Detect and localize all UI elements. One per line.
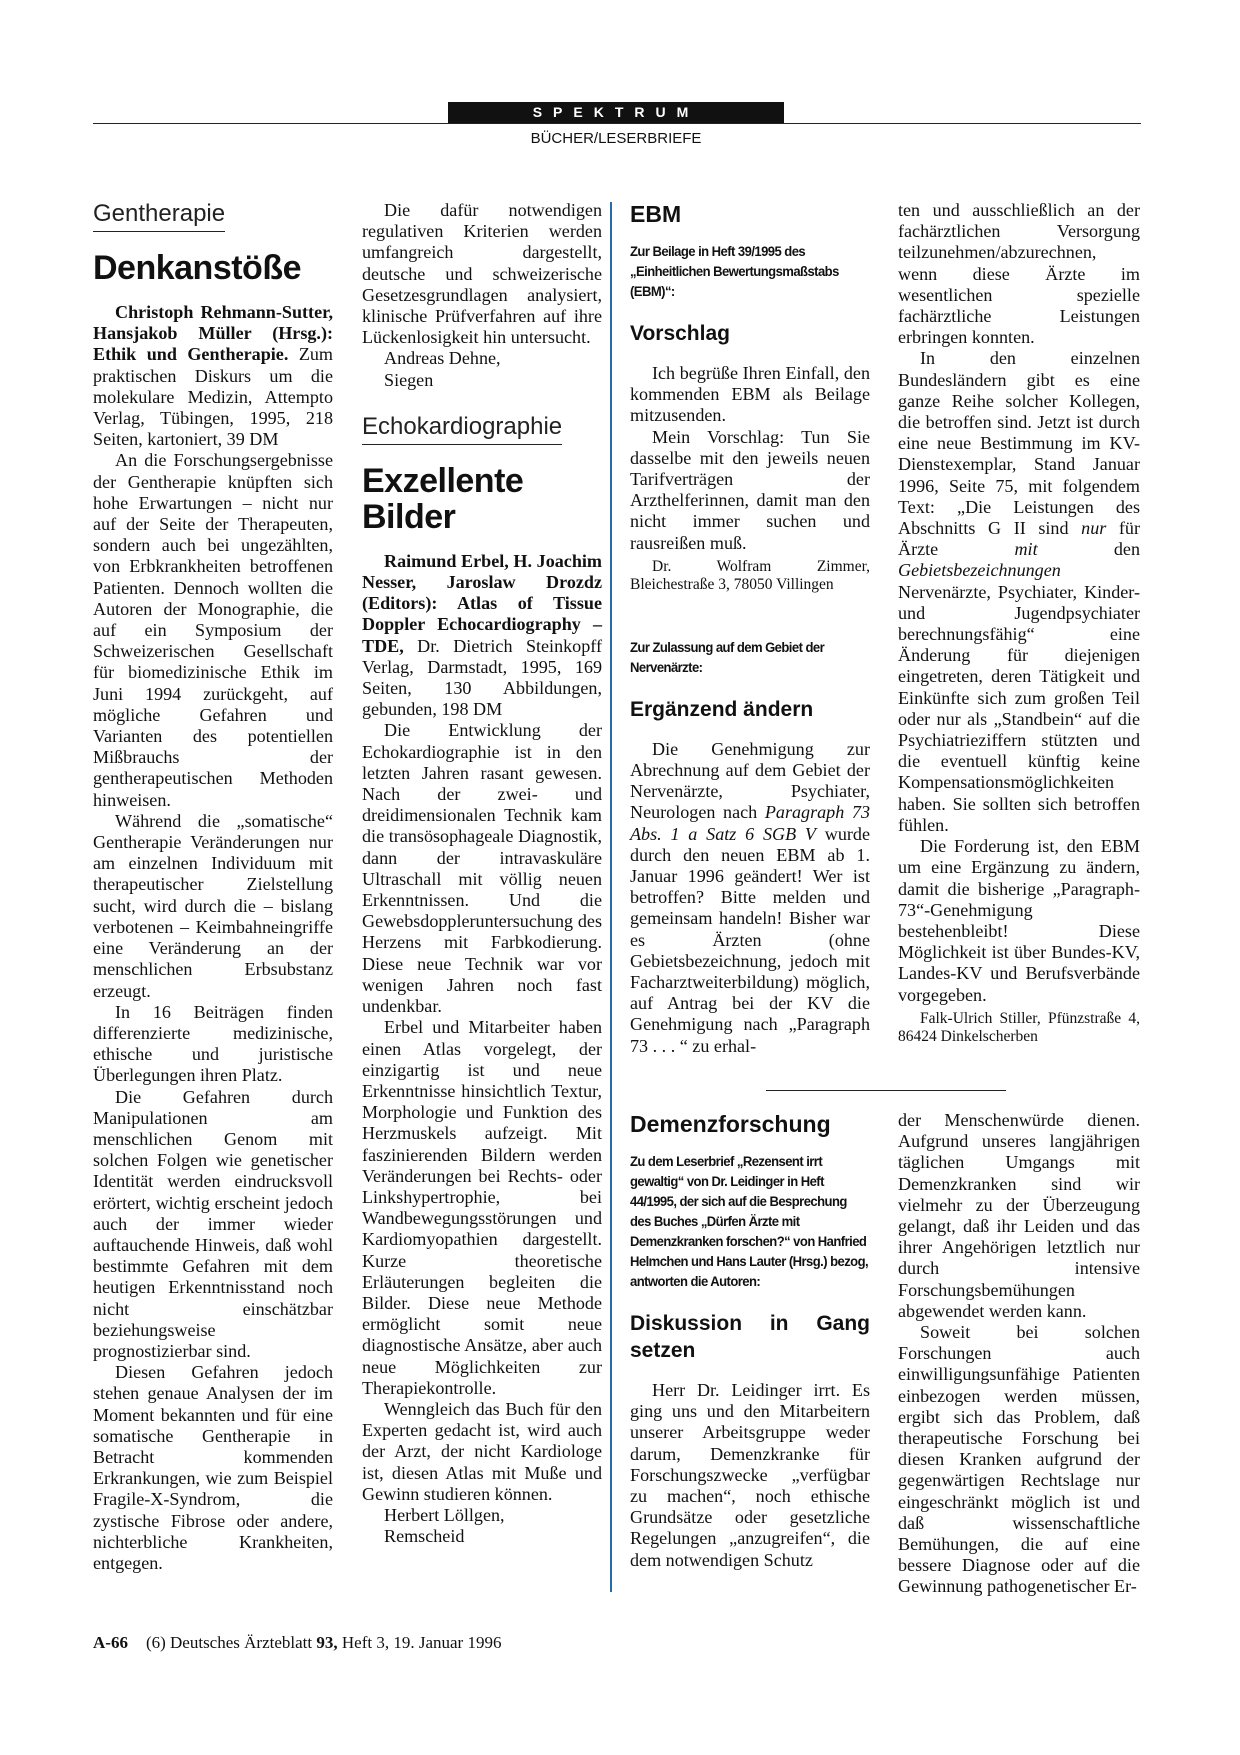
paragraph: der Menschenwürde dienen. Aufgrund unseres langjährigen täglichen Umgangs mit Demenzkranken sind wir vielmehr zu der Überzeugung gelangt, daß ihr Leiden und das ihrer Angehörigen letztlich nur durch intensive Forschungsbemühungen abgewendet werden kann. <box>898 1110 1140 1321</box>
header-rule <box>93 123 1141 124</box>
paragraph: Herr Dr. Leidinger irrt. Es ging uns und den Mitarbeitern unserer Arbeitsgruppe weder darum, Demenzkranke für Forschungszwecke „verfügbar zu machen“, noch ethische Grundsätze oder gesetzliche Regelungen „anzugreifen“, die dem notwendigen Schutz <box>630 1380 870 1570</box>
column-gentherapie <box>93 200 333 1574</box>
paragraph: Die Gefahren durch Manipulationen am menschlichen Genom mit solchen Folgen wie genetischer Identität werden eindrucksvoll erörtert, wichtig erscheint jedoch auch der immer wieder auftauchende Hinweis, daß wohl bestimmte Gefahren mit dem heutigen Erkenntnisstand noch nicht einschätzbar beziehungsweise prognostizierbar sind. <box>93 1086 333 1361</box>
text-run-italic: Paragraph 73 Abs. 1 a Satz 6 SGB V <box>630 802 870 844</box>
paragraph: Soweit bei solchen Forschungen auch einwilligungsunfähige Patienten einbezogen werden müssen, ergibt sich das Problem, daß therapeutische Forschung bei diesen Kranken aufgrund der gegenwärtigen Rechtslage nur eingeschränkt möglich ist und daß wissenschaftliche Bemühungen, die auf eine bessere Diagnose oder auf die Gewinnung pathogenetischer Er- <box>898 1322 1140 1597</box>
text-run: den <box>1037 539 1140 560</box>
column-demenz-left <box>630 1110 870 1571</box>
kicker-echokardiographie: Echokardiographie <box>362 413 562 445</box>
text-run: In den einzelnen Bundesländern gibt es eine ganze Reihe solcher Kollegen, die betroffen sind. Jetzt ist durch eine neue Bestimmung im KV-Dienstexemplar, Stand Januar 1996, Seite 75, mit folgendem Text: „Die Leistungen des Abschnitts G II sind <box>898 348 1140 539</box>
paragraph: Wenngleich das Buch für den Experten gedacht ist, wird auch der Arzt, der nicht Kardiologe ist, diesen Atlas mit Muße und Gewinn studieren können. <box>362 1398 602 1504</box>
letter-subtitle-ergaenzend: Ergänzend ändern <box>630 697 814 721</box>
paragraph: ten und ausschließlich an der fachärztlichen Versorgung teilzunehmen/abzurechnen, wenn diese Ärzte im wesentlichen spezielle fachärztliche Leistungen erbringen konnten. <box>898 200 1140 348</box>
page-footer <box>93 1633 501 1653</box>
signature-name: Andreas Dehne, <box>384 348 501 369</box>
letter-intro: Zu dem Leserbrief „Rezensent irrt gewaltig“ von Dr. Leidinger in Heft 44/1995, der sich auf die Besprechung des Buches „Dürfen Ärzte mit Demenzkranken forschen?“ von Hanfried Helmchen und Hans Lauter (Hrsg.) bezog, antworten die Autoren: <box>630 1154 869 1290</box>
letter-signature: Dr. Wolfram Zimmer, Bleichestraße 3, 78050 Villingen <box>630 557 870 593</box>
text-run: für Ärzte <box>898 518 1140 560</box>
paragraph: Mein Vorschlag: Tun Sie dasselbe mit den jeweils neuen Tarifverträgen der Arzthelferinnen, damit man den nicht immer suchen und rausreißen muß. <box>630 426 870 553</box>
text-run: Nervenärzte, Psychiater, Kinder- und Jugendpsychiater berechnungsfähig“ eine Änderung für diejenigen eingetreten, deren Tätigkeit und Einkünfte sich zum großen Teil oder nur als „Standbein“ auf die Psychiatrieziffern stützten und die eventuell künftig keine Kompensationsmöglichkeiten haben. Sie sollten sich betroffen fühlen. <box>898 581 1140 835</box>
paragraph: An die Forschungsergebnisse der Gentherapie knüpften sich hohe Erwartungen – nicht nur auf der Seite der Therapeuten, sondern auch bei ungezählten, von Erbkrankheiten betroffenen Patienten. Dennoch wollten die Autoren der Monographie, die auf ein Symposium der Schweizerischen Gesellschaft für biomedizinische Ethik im Juni 1994 zurückgeht, auf mögliche Gefahren und Varianten des potentiellen Mißbrauchs der gentherapeutischen Methoden hinweisen. <box>93 450 333 810</box>
paragraph: Ich begrüße Ihren Einfall, den kommenden EBM als Beilage mitzusenden. <box>630 363 870 426</box>
letter-title-ebm: EBM <box>630 201 682 227</box>
issue-text: (6) Deutsches Ärzteblatt <box>145 1633 317 1652</box>
paragraph: Während die „somatische“ Gentherapie Veränderungen nur am einzelnen Individuum mit therapeutischer Zielstellung sucht, wird durch die – bislang verbotenen – Keimbahneingriffe eine Veränderung an der menschlichen Erbsubstanz erzeugt. <box>93 810 333 1001</box>
text-run-italic: Gebietsbezeichnungen <box>898 560 1061 581</box>
paragraph <box>630 739 870 1057</box>
paragraph: In 16 Beiträgen finden differenzierte medizinische, ethische und juristische Überlegungen ihren Platz. <box>93 1001 333 1086</box>
letter-intro: Zur Beilage in Heft 39/1995 des „Einheitlichen Bewertungsmaßstabs (EBM)“: <box>630 244 839 300</box>
book-reference <box>93 302 333 450</box>
letter-signature: Falk-Ulrich Stiller, Pfünzstraße 4, 86424 Dinkelscherben <box>898 1009 1140 1045</box>
page-number: A-66 <box>93 1633 128 1652</box>
paragraph: Erbel und Mitarbeiter haben einen Atlas vorgelegt, der einzigartig ist und neue Erkenntnisse hinsichtlich Textur, Morphologie und Funktion des Herzmuskels aufzeigt. Mit faszinierenden Bildern werden Veränderungen bei Rechts- oder Linkshypertrophie, bei Wandbewegungsstörungen und Kardiomyopathien dargestellt. Kurze theoretische Erläuterungen begleiten die Bilder. Diese neue Methode ermöglicht somit neue diagnostische Ansätze, aber auch neue Möglichkeiten zur Therapiekontrolle. <box>362 1017 602 1398</box>
column-divider <box>610 202 612 1592</box>
paragraph: Die dafür notwendigen regulativen Kriterien werden umfangreich dargestellt, deutsche und schweizerische Gesetzesgrundlagen analysiert, klinische Prüfverfahren auf ihre Lückenlosigkeit hin untersucht. <box>362 200 602 348</box>
book-reference-details: Dr. Dietrich Steinkopff Verlag, Darmstadt, 1995, 169 Seiten, 130 Abbildungen, gebunden, 198 DM <box>362 635 602 720</box>
signature-name: Herbert Löllgen, <box>384 1504 505 1525</box>
article-title-denkanstoesse: Denkanstöße <box>93 249 301 287</box>
column-ebm <box>630 200 870 1057</box>
paragraph: Die Forderung ist, den EBM um eine Ergänzung zu ändern, damit die bisherige „Paragraph-73“-Genehmigung bestehenbleibt! Diese Möglichkeit ist über Bundes-KV, Landes-KV und Berufsverbände vorgegeben. <box>898 836 1140 1005</box>
letter-intro: Zur Zulassung auf dem Gebiet der Nervenärzte: <box>630 639 825 676</box>
column-ebm-continued <box>898 200 1140 1046</box>
paragraph <box>898 348 1140 836</box>
book-reference-authors: Raimund Erbel, H. Joachim Nesser, Jaroslaw Drozdz (Editors): Atlas of Tissue Doppler Echocardiography – TDE, <box>362 550 602 656</box>
book-reference <box>362 551 602 721</box>
text-run: Die Genehmigung zur Abrechnung auf dem Gebiet der Nervenärzte, Psychiater, Neurologen nach <box>630 738 870 823</box>
book-reference-authors: Christoph Rehmann-Sutter, Hansjakob Müller (Hrsg.): Ethik und Gentherapie. <box>93 302 333 365</box>
signature-place: Siegen <box>384 369 434 390</box>
issue-text: Heft 3, 19. Januar 1996 <box>337 1633 502 1652</box>
kicker-gentherapie: Gentherapie <box>93 200 225 232</box>
letter-subtitle-vorschlag: Vorschlag <box>630 322 730 345</box>
article-title-exzellente-bilder <box>362 463 602 535</box>
title-line: Bilder <box>362 497 456 536</box>
book-reference-details: Zum praktischen Diskurs um die molekulare Medizin, Attempto Verlag, Tübingen, 1995, 218 Seiten, kartoniert, 39 DM <box>93 344 333 450</box>
paragraph: Die Entwicklung der Echokardiographie ist in den letzten Jahren rasant gewesen. Nach der zwei- und dreidimensionalen Technik kam die transösophageale Diagnostik, dann der intravaskuläre Ultraschall mit völlig neuen Erkenntnissen. Und die Gewebsdoppleruntersuchung des Herzens mit Farbkodierung. Diese neue Technik war vor wenigen Jahren noch fast undenkbar. <box>362 720 602 1017</box>
letter-subtitle-diskussion: Diskussion in Gang setzen <box>630 1312 870 1362</box>
text-run: wurde durch den neuen EBM ab 1. Januar 1996 geändert! Wer ist betroffen? Bitte melden und gemeinsam handeln! Bisher war es Ärzten (ohne Gebietsbezeichnung, jedoch mit Facharztweiterbildung) möglich, auf Antrag bei der KV die Genehmigung nach „Paragraph 73 . . . “ zu erhal- <box>630 823 870 1056</box>
letter-separator <box>766 1090 1006 1091</box>
column-demenz-right <box>898 1110 1140 1598</box>
text-run-italic: mit <box>1014 539 1038 560</box>
title-line: Exzellente <box>362 461 524 500</box>
paragraph: Diesen Gefahren jedoch stehen genaue Analysen der im Moment bekannten und für eine somatische Gentherapie in Betracht kommenden Erkrankungen, wie zum Beispiel Fragile-X-Syndrom, die zystische Fibrose oder andere, nichterbliche Krankheiten, entgegen. <box>93 1362 333 1573</box>
section-band: SPEKTRUM <box>448 102 784 123</box>
text-run-italic: nur <box>1081 518 1107 539</box>
letter-title-demenzforschung: Demenzforschung <box>630 1111 831 1137</box>
section-subtitle: BÜCHER/LESERBRIEFE <box>530 130 702 147</box>
signature-place: Remscheid <box>384 1526 465 1547</box>
issue-volume: 93, <box>316 1633 338 1652</box>
column-echokardiographie <box>362 200 602 1547</box>
